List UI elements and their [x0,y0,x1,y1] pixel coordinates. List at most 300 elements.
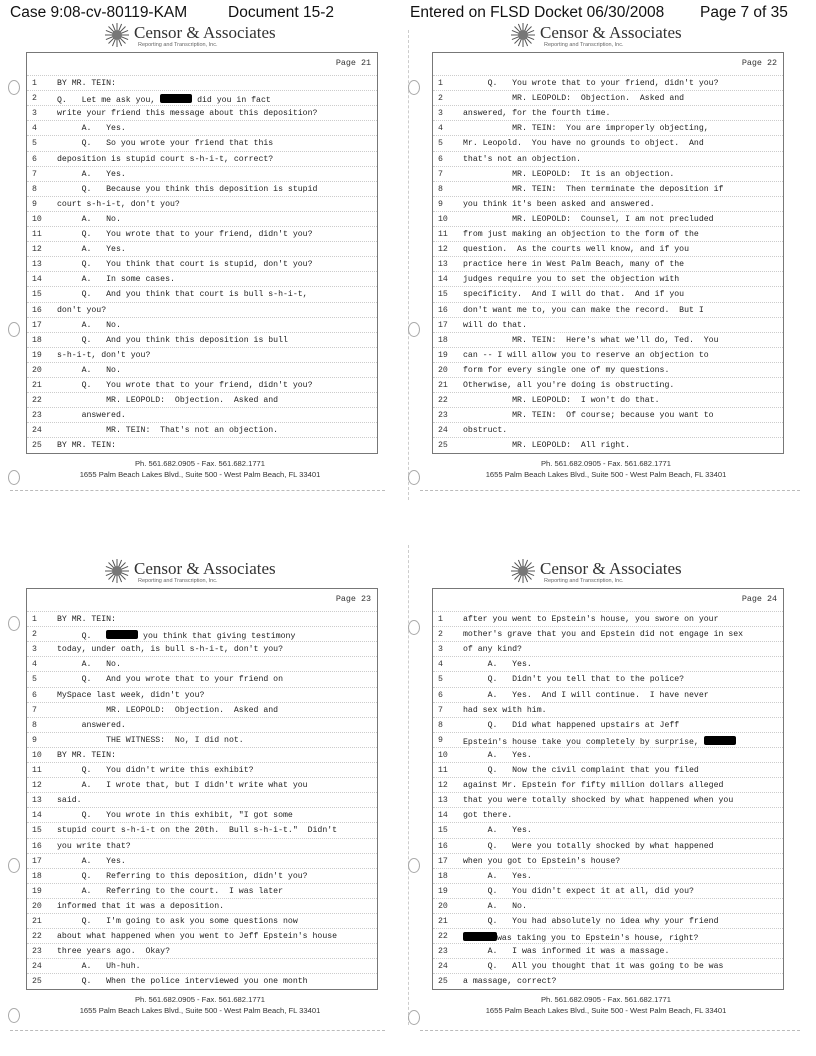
line-text: A. No. [57,365,121,375]
firm-tagline: Reporting and Transcription, Inc. [138,578,218,584]
transcript-line [433,868,783,883]
firm-tagline: Reporting and Transcription, Inc. [544,578,624,584]
transcript-line [433,422,783,437]
line-number: 18 [438,871,448,881]
line-text: question. As the courts well know, and if you [463,245,690,255]
line-text: don't want me to, you can make the record. But I [463,305,704,315]
line-number: 5 [438,139,443,149]
line-number: 10 [438,750,448,760]
transcript-line [27,868,377,883]
punch-hole-icon [408,1010,420,1025]
line-number: 12 [438,781,448,791]
line-number: 10 [32,750,42,760]
line-number: 5 [438,675,443,685]
transcript-line [27,928,377,943]
line-number: 12 [438,245,448,255]
line-number: 24 [438,962,448,972]
transcript-line [433,702,783,717]
transcript-line [433,241,783,256]
transcript-line [27,671,377,686]
transcript-line [27,286,377,301]
transcript-line [27,747,377,762]
line-number: 20 [32,365,42,375]
line-number: 8 [32,720,37,730]
line-text: BY MR. TEIN: [57,441,116,451]
transcript-line [433,913,783,928]
line-number: 4 [438,124,443,134]
line-number: 13 [32,796,42,806]
line-text: when you got to Epstein's house? [463,856,621,866]
transcript-line [27,362,377,377]
line-text: BY MR. TEIN: [57,79,116,88]
transcript-line [433,105,783,120]
transcript-line [27,853,377,868]
line-text: MR. LEOPOLD: I won't do that. [463,396,660,406]
firm-contact-footer [14,994,386,1016]
line-number: 23 [438,947,448,957]
transcript-line [433,717,783,732]
transcript-line [27,717,377,732]
transcript-line [27,822,377,837]
transcript-page-1 [14,22,386,518]
line-number: 11 [438,766,448,775]
line-number: 14 [438,275,448,285]
footer-phone: Ph. 561.682.0905 - Fax. 561.682.1771 [134,995,266,1004]
line-text: BY MR. TEIN: [57,750,116,760]
line-number: 9 [32,199,37,209]
line-text: Mr. Leopold. You have no grounds to object. And [463,139,704,149]
line-text: answered. [57,720,126,730]
line-text: had sex with him. [463,705,547,715]
firm-logo [104,22,324,52]
line-number: 19 [32,886,42,896]
line-number: 19 [438,350,448,360]
line-number: 23 [32,947,42,957]
line-text: was taking you to Epstein's house, right? [463,932,698,943]
line-text: MR. LEOPOLD: It is an objection. [463,169,675,179]
punch-hole-icon [408,322,420,337]
line-text: MR. LEOPOLD: Counsel, I am not precluded [463,214,714,224]
transcript-line [433,883,783,898]
transcript-line [27,656,377,671]
line-text: Q. You wrote in this exhibit, "I got some [57,811,293,821]
line-text: A. No. [57,320,121,330]
line-number: 1 [32,79,37,88]
sunburst-logo-icon [510,22,536,48]
line-text: A. Yes. And I will continue. I have never [463,690,709,700]
footer-phone: Ph. 561.682.0905 - Fax. 561.682.1771 [540,995,672,1004]
line-text: after you went to Epstein's house, you swore on your [463,615,719,624]
transcript-line [433,958,783,973]
line-number: 21 [32,917,42,926]
transcript-line [27,807,377,822]
line-text: A. No. [57,660,121,670]
firm-contact-footer [14,458,386,480]
line-number: 13 [438,796,448,806]
line-number: 20 [438,901,448,911]
firm-name: Censor & Associates [134,23,276,42]
line-text: Q. Now the civil complaint that you filed [463,766,699,775]
line-text: A. In some cases. [57,275,175,285]
line-text: THE WITNESS: No, I did not. [57,735,244,745]
line-number: 10 [32,214,42,224]
transcript-line [433,973,783,988]
transcript-line [27,120,377,135]
line-text: Q. You had absolutely no idea why your friend [463,917,719,926]
line-text: a massage, correct? [463,977,557,987]
transcript-page-label: Page 21 [335,58,371,68]
line-number: 4 [32,124,37,134]
transcript-line [433,641,783,656]
firm-contact-footer [420,994,792,1016]
line-text: Q. And you think this deposition is bull [57,335,288,345]
line-text: you write that? [57,841,131,851]
punch-hole-icon [408,80,420,95]
transcript-page-label: Page 23 [335,594,371,604]
line-number: 17 [32,320,42,330]
line-number: 19 [438,886,448,896]
punch-hole-icon [8,80,20,95]
transcript-line [433,377,783,392]
transcript-line [27,943,377,958]
transcript-line [433,166,783,181]
firm-contact-footer [420,458,792,480]
line-text: Q. All you thought that it was going to be was [463,962,724,972]
transcript-line [433,286,783,301]
line-number: 16 [438,841,448,851]
line-text: Q. Let me ask you, did you in fact [57,96,271,106]
redaction-bar [704,736,736,745]
transcript-line [27,762,377,777]
case-number: Case 9:08-cv-80119-KAM [10,4,188,21]
transcript-line [433,211,783,226]
line-number: 16 [32,841,42,851]
sunburst-logo-icon [104,558,130,584]
footer-address: 1655 Palm Beach Lakes Blvd., Suite 500 - West Palm Beach, FL 33401 [79,470,321,479]
document-number: Document 15-2 [228,4,334,21]
transcript-line [27,135,377,150]
line-text: today, under oath, is bull s-h-i-t, don't you? [57,645,284,655]
line-text: Q. Referring to this deposition, didn't you? [57,871,308,881]
firm-logo [510,558,730,588]
line-text: practice here in West Palm Beach, many of the [463,260,685,270]
line-text: you think it's been asked and answered. [463,199,655,209]
line-number: 3 [438,109,443,119]
line-number: 19 [32,350,42,360]
line-text: stupid court s-h-i-t on the 20th. Bull s-h-i-t." Didn't [57,826,338,836]
line-number: 14 [438,811,448,821]
line-text: informed that it was a deposition. [57,901,225,911]
line-number: 3 [438,645,443,655]
line-number: 4 [438,660,443,670]
line-number: 18 [32,871,42,881]
line-number: 15 [438,826,448,836]
footer-address: 1655 Palm Beach Lakes Blvd., Suite 500 - West Palm Beach, FL 33401 [485,1006,727,1015]
line-text: Q. And you wrote that to your friend on [57,675,284,685]
transcript-line [27,626,377,641]
line-number: 2 [32,630,37,640]
line-number: 6 [438,154,443,164]
line-text: that you were totally shocked by what happened when you [463,796,734,806]
line-number: 22 [438,932,448,942]
line-text: Q. you think that giving testimony [57,632,296,642]
line-text: s-h-i-t, don't you? [57,350,151,360]
transcript-line [27,256,377,271]
line-number: 1 [438,79,443,88]
line-text: Q. So you wrote your friend that this [57,139,274,149]
line-text: Q. You wrote that to your friend, didn't you? [57,230,313,239]
transcript-line [433,656,783,671]
line-text: Q. Didn't you tell that to the police? [463,675,685,685]
transcript-line [27,377,377,392]
transcript-line [433,302,783,317]
line-number: 2 [32,94,37,104]
footer-address: 1655 Palm Beach Lakes Blvd., Suite 500 - West Palm Beach, FL 33401 [79,1006,321,1015]
transcript-line [433,317,783,332]
firm-logo [104,558,324,588]
line-number: 5 [32,675,37,685]
line-number: 17 [438,856,448,866]
punch-hole-icon [8,616,20,631]
line-number: 11 [438,230,448,239]
transcript-line [27,407,377,422]
line-text: three years ago. Okay? [57,947,171,957]
line-number: 21 [438,917,448,926]
line-number: 12 [32,781,42,791]
transcript-box [26,52,378,454]
line-number: 24 [32,426,42,436]
line-text: MR. TEIN: Then terminate the deposition if [463,184,724,194]
line-text: Q. Did what happened upstairs at Jeff [463,720,680,730]
line-text: A. Yes. [463,660,532,670]
line-number: 11 [32,766,42,775]
transcript-box [432,52,784,454]
line-text: A. Referring to the court. I was later [57,886,284,896]
line-number: 10 [438,214,448,224]
transcript-line [27,687,377,702]
line-number: 6 [32,690,37,700]
line-number: 17 [438,320,448,330]
line-text: can -- I will allow you to reserve an objection to [463,350,709,360]
sunburst-logo-icon [510,558,536,584]
transcript-page-2 [420,22,792,518]
transcript-line [433,256,783,271]
firm-logo [510,22,730,52]
redaction-bar [160,94,192,103]
transcript-line [27,732,377,747]
transcript-line [27,958,377,973]
transcript-line [27,181,377,196]
transcript-line [433,271,783,286]
line-text: Q. You wrote that to your friend, didn't you? [57,381,313,390]
line-number: 6 [438,690,443,700]
transcript-line [433,392,783,407]
transcript-line [433,90,783,105]
transcript-line [433,196,783,211]
line-number: 9 [32,735,37,745]
line-text: deposition is stupid court s-h-i-t, correct? [57,154,274,164]
transcript-line [27,332,377,347]
line-number: 13 [32,260,42,270]
line-text: mother's grave that you and Epstein did not engage in sex [463,630,744,640]
line-number: 21 [438,381,448,390]
line-number: 25 [438,441,448,451]
line-number: 25 [438,977,448,987]
transcript-line [433,792,783,807]
transcript-line [27,105,377,120]
line-text: got there. [463,811,513,821]
line-text: A. Yes. [57,124,126,134]
line-text: Q. I'm going to ask you some questions now [57,917,298,926]
transcript-line [433,75,783,90]
line-text: form for every single one of my questions. [463,365,670,375]
line-text: Q. You didn't expect it at all, did you? [463,886,694,896]
transcript-line [433,332,783,347]
transcript-line [433,853,783,868]
line-text: A. Yes. [463,826,532,836]
transcript-line [433,671,783,686]
line-number: 11 [32,230,42,239]
line-number: 14 [32,275,42,285]
line-number: 1 [438,615,443,624]
line-text: Q. You didn't write this exhibit? [57,766,254,775]
transcript-line [433,362,783,377]
line-number: 18 [438,335,448,345]
line-text: A. Yes. [463,871,532,881]
line-number: 2 [438,94,443,104]
transcript-line [27,226,377,241]
transcript-line [27,90,377,105]
line-number: 2 [438,630,443,640]
transcript-line [433,437,783,452]
line-text: MR. LEOPOLD: Objection. Asked and [463,94,685,104]
line-text: A. Yes. [57,856,126,866]
line-number: 22 [32,396,42,406]
line-number: 1 [32,615,37,624]
line-text: MR. LEOPOLD: All right. [463,441,631,451]
line-text: A. No. [463,901,527,911]
line-number: 23 [438,411,448,421]
transcript-page-label: Page 24 [741,594,777,604]
transcript-line [27,347,377,362]
line-text: will do that. [463,320,527,330]
line-text: Q. When the police interviewed you one month [57,977,308,987]
transcript-line [433,747,783,762]
punch-hole-icon [8,858,20,873]
redaction-bar [106,630,138,639]
transcript-line [27,75,377,90]
transcript-line [27,913,377,928]
firm-tagline: Reporting and Transcription, Inc. [544,42,624,48]
transcript-page-3 [14,558,386,1054]
line-text: MR. TEIN: Here's what we'll do, Ted. You [463,335,719,345]
transcript-line [27,702,377,717]
transcript-line [27,422,377,437]
transcript-line [27,196,377,211]
line-number: 24 [438,426,448,436]
transcript-line [433,777,783,792]
line-text: said. [57,796,82,806]
transcript-line [27,392,377,407]
line-text: against Mr. Epstein for fifty million dollars alleged [463,781,724,791]
line-text: A. I wrote that, but I didn't write what you [57,781,308,791]
transcript-line [27,271,377,286]
line-text: obstruct. [463,426,508,436]
transcript-line [27,302,377,317]
line-number: 25 [32,977,42,987]
line-text: from just making an objection to the form of the [463,230,699,239]
transcript-line [27,437,377,452]
line-number: 8 [438,184,443,194]
line-number: 3 [32,109,37,119]
line-text: A. Yes. [463,750,532,760]
transcript-line [27,166,377,181]
transcript-line [433,151,783,166]
transcript-line [27,611,377,626]
transcript-line [27,317,377,332]
footer-address: 1655 Palm Beach Lakes Blvd., Suite 500 - West Palm Beach, FL 33401 [485,470,727,479]
page-of: Page 7 of 35 [700,4,788,21]
docket-entry: Entered on FLSD Docket 06/30/2008 [410,4,665,21]
line-text: A. Yes. [57,169,126,179]
transcript-line [27,777,377,792]
punch-hole-icon [8,322,20,337]
line-number: 21 [32,381,42,390]
line-number: 7 [32,169,37,179]
firm-name: Censor & Associates [134,559,276,578]
line-text: answered, for the fourth time. [463,109,611,119]
line-number: 14 [32,811,42,821]
transcript-line [27,898,377,913]
line-text: Q. Were you totally shocked by what happened [463,841,714,851]
transcript-box [26,588,378,990]
line-number: 8 [32,184,37,194]
transcript-line [433,181,783,196]
transcript-line [27,838,377,853]
line-text: MR. LEOPOLD: Objection. Asked and [57,396,279,406]
line-number: 9 [438,735,443,745]
punch-hole-icon [8,470,20,485]
line-number: 17 [32,856,42,866]
punch-hole-icon [408,858,420,873]
line-number: 20 [32,901,42,911]
transcript-line [27,211,377,226]
transcript-line [433,762,783,777]
transcript-line [433,807,783,822]
sunburst-logo-icon [104,22,130,48]
transcript-line [433,898,783,913]
transcript-line [433,626,783,641]
transcript-box [432,588,784,990]
redaction-bar [463,932,497,941]
line-text: don't you? [57,305,107,315]
line-text: MySpace last week, didn't you? [57,690,205,700]
firm-name: Censor & Associates [540,559,682,578]
line-number: 7 [438,169,443,179]
transcript-line [27,792,377,807]
line-text: answered. [57,411,126,421]
line-text: Q. Because you think this deposition is stupid [57,184,318,194]
punch-hole-icon [408,620,420,635]
line-number: 8 [438,720,443,730]
punch-hole-icon [408,470,420,485]
transcript-line [27,151,377,166]
transcript-line [433,928,783,943]
line-text: A. Uh-huh. [57,962,141,972]
line-number: 22 [438,396,448,406]
transcript-line [433,407,783,422]
line-text: court s-h-i-t, don't you? [57,199,180,209]
